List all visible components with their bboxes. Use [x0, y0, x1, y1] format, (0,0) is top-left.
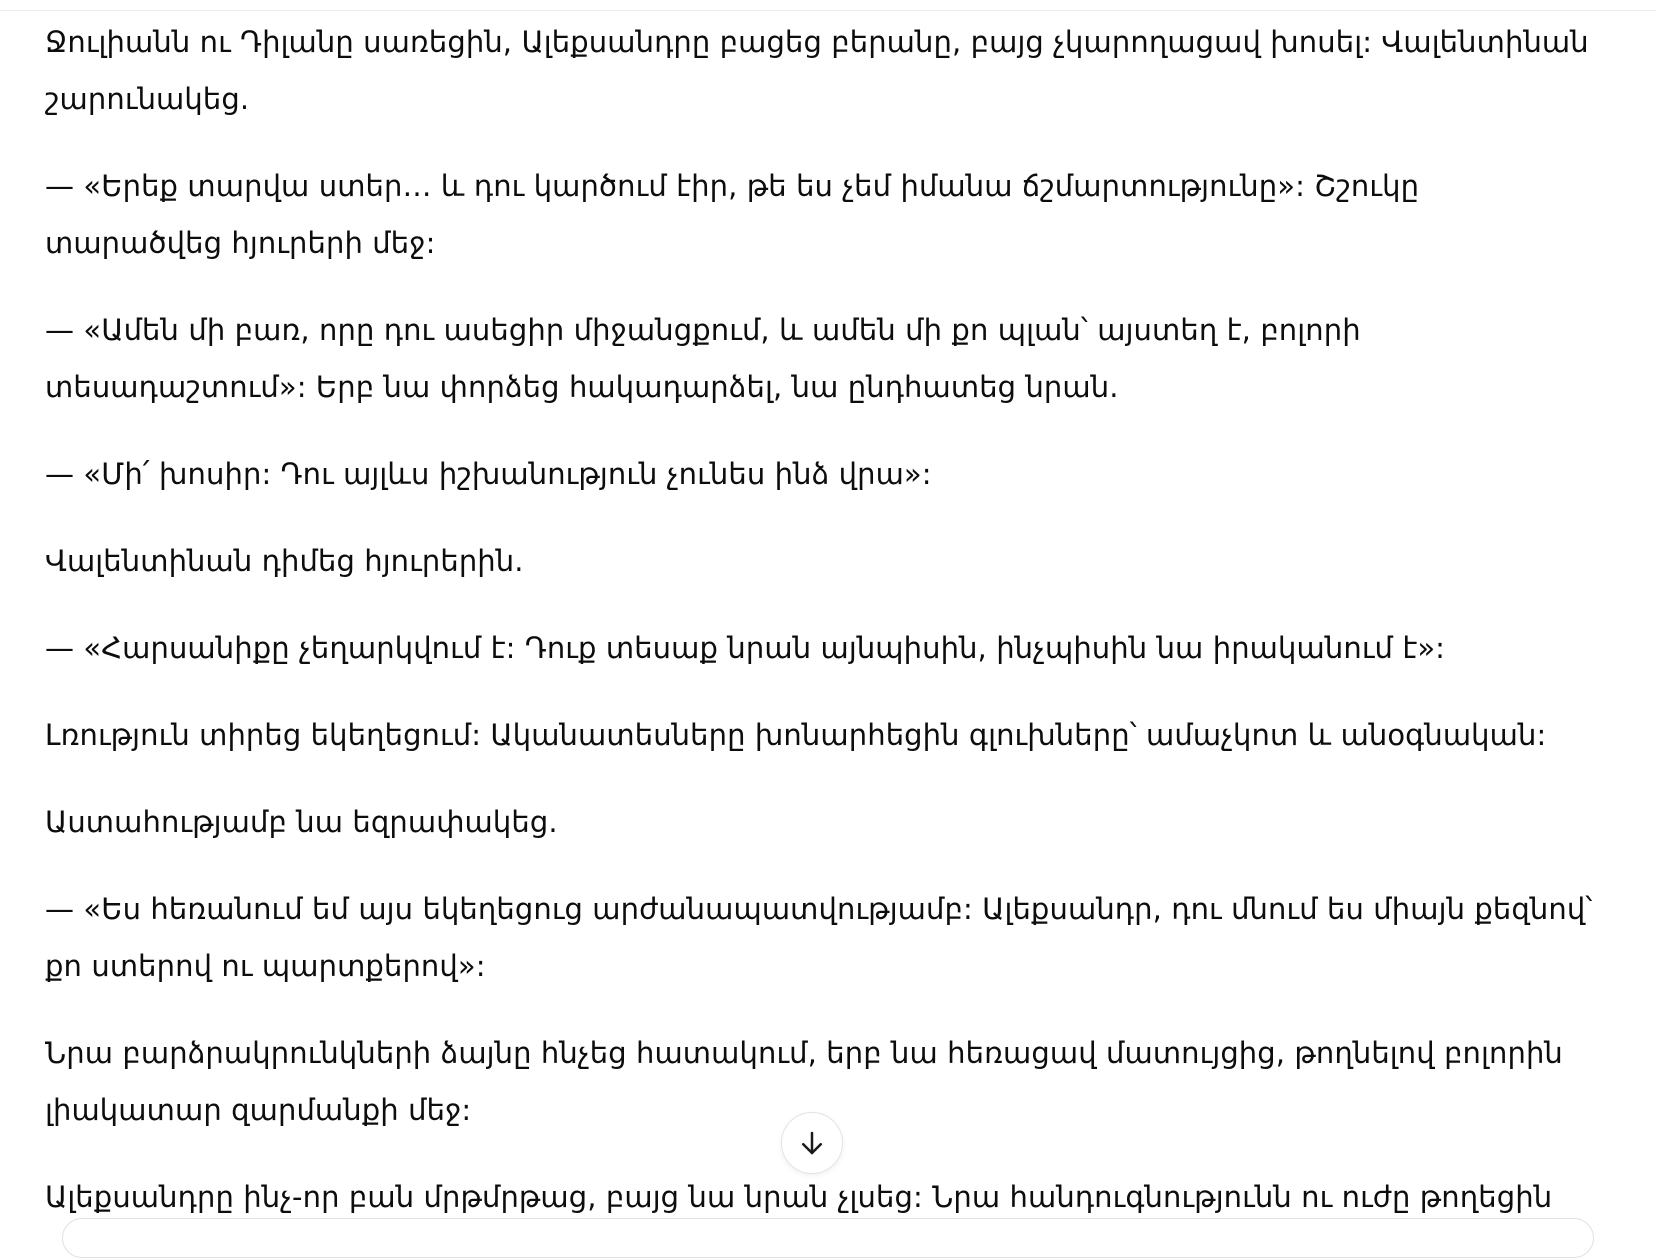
- message-paragraph: Ջուլիանն ու Դիլանը սառեցին, Ալեքսանդրը բացեց բերանը, բայց չկարողացավ խոսել: Վալենտինան շարունակեց.: [45, 25, 1589, 116]
- message-paragraph: Աստահությամբ նա եզրափակեց.: [45, 805, 558, 839]
- message-paragraph: Նրա բարձրակրունկների ձայնը հնչեց հատակում, երբ նա հեռացավ մատույցից, թողնելով բոլորին լիակատար զարմանքի մեջ:: [45, 1036, 1563, 1127]
- message-paragraph: — «Հարսանիքը չեղարկվում է: Դուք տեսաք նրան այնպիսին, ինչպիսին նա իրականում է»:: [45, 631, 1446, 665]
- message-paragraph: — «Ամեն մի բառ, որը դու ասեցիր միջանցքում, և ամեն մի քո պլան՝ այստեղ է, բոլորի տեսադաշտում»: Երբ նա փորձեց հակադարձել, նա ընդհատեց նրան.: [45, 313, 1361, 404]
- message-composer[interactable]: [62, 1218, 1594, 1258]
- message-paragraph: — «Մի՛ խոսիր: Դու այլևս իշխանություն չունես ինձ վրա»:: [45, 457, 932, 491]
- message-paragraph: Լռություն տիրեց եկեղեցում: Ականատեսները խոնարհեցին գլուխները՝ ամաչկոտ և անօգնական:: [45, 718, 1547, 752]
- arrow-down-icon: [797, 1128, 827, 1158]
- message-paragraph: — «Երեք տարվա ստեր… և դու կարծում էիր, թե ես չեմ իմանա ճշմարտությունը»: Շշուկը տարածվեց հյուրերի մեջ:: [45, 169, 1420, 260]
- assistant-message: [45, 14, 1605, 1230]
- message-paragraph: — «Ես հեռանում եմ այս եկեղեցուց արժանապատվությամբ: Ալեքսանդր, դու մնում ես միայն քեզնով՝ քո ստերով ու պարտքերով»:: [45, 892, 1593, 983]
- message-paragraph: Ալեքսանդրը ինչ-որ բան մրթմրթաց, բայց նա նրան չլսեց: Նրա հանդուգնությունն ու ուժը թողեցին: [45, 1180, 1553, 1214]
- scroll-to-bottom-button[interactable]: [781, 1112, 843, 1174]
- message-paragraph: Վալենտինան դիմեց հյուրերին.: [45, 544, 524, 578]
